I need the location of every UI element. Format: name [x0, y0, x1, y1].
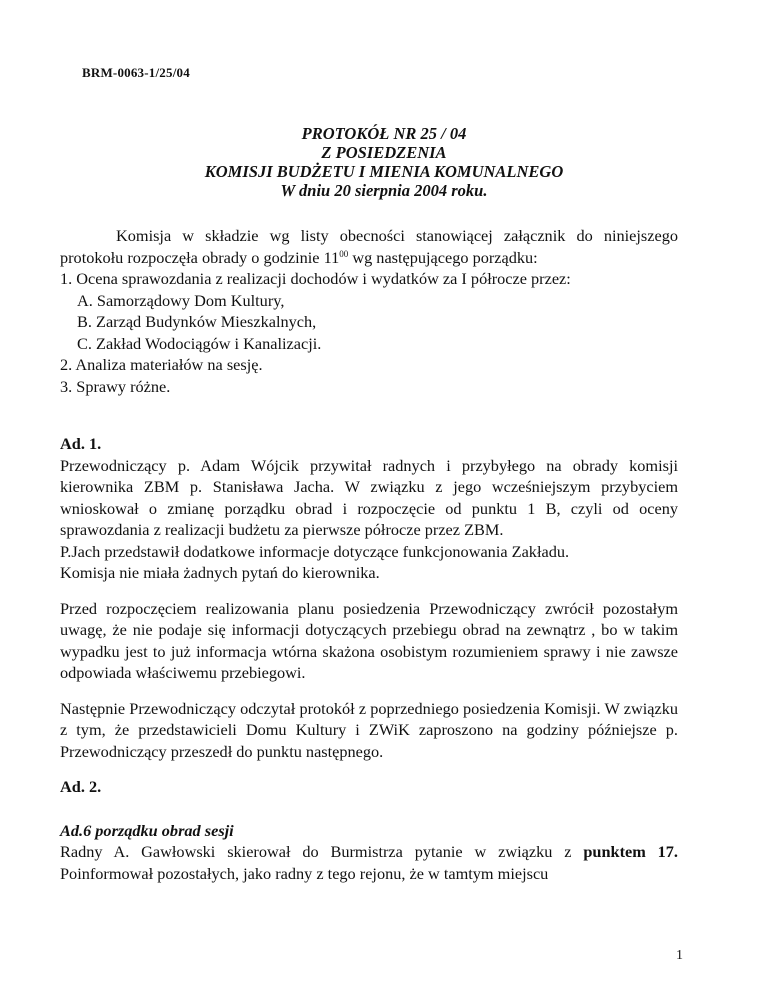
ad1-paragraph-1: Przewodniczący p. Adam Wójcik przywitał radnych i przybyłego na obrady komisji kierownika ZBM p. Stanisława Jacha. W związku z jego wcześniejszym przybyciem wnioskował o zmianę porządku obrad i rozpoczęcie od punktu 1 B, czyli od oceny sprawozdania z realizacji budżetu za pierwsze półrocze przez ZBM. — [60, 455, 678, 539]
ad6-text-a: Radny A. Gawłowski skierował do Burmistrza pytanie w związku z — [60, 842, 584, 861]
page-number: 1 — [676, 948, 683, 963]
intro-text-b: wg następującego porządku: — [348, 247, 538, 267]
document-reference: BRM-0063-1/25/04 — [82, 65, 190, 80]
agenda-list — [60, 268, 678, 397]
ad2-heading: Ad. 2. — [60, 777, 102, 796]
ad6-heading: Ad.6 porządku obrad sesji — [60, 820, 234, 840]
ad1-heading: Ad. 1. — [60, 434, 102, 453]
ad6-paragraph — [60, 841, 678, 884]
ad1-paragraph-4: Przed rozpoczęciem realizowania planu posiedzenia Przewodniczący zwrócił pozostałym uwagę, że nie podaje się informacji dotyczących przebiegu obrad na zewnątrz , bo w takim wypadku jest to już informacja wtórna skażona osobistym rozumieniem sprawy i nie zawsze odpowiada właściwemu przebiegowi. — [60, 598, 678, 682]
ad1-paragraph-3: Komisja nie miała żadnych pytań do kierownika. — [60, 563, 380, 582]
title-line-1: PROTOKÓŁ NR 25 / 04 — [301, 124, 467, 143]
ad6-bold-text: punktem 17. — [583, 842, 678, 861]
agenda-subitem: A. Samorządowy Dom Kultury, — [77, 290, 285, 310]
intro-text-a: Komisja w składzie wg listy obecności stanowiącej załącznik do niniejszego protokołu rozpoczęła obrady o godzinie 11 — [60, 226, 678, 267]
title-line-4: W dniu 20 sierpnia 2004 roku. — [280, 181, 488, 200]
ad1-paragraph-2: P.Jach przedstawił dodatkowe informacje dotyczące funkcjonowania Zakładu. — [60, 541, 570, 561]
title-line-2: Z POSIEDZENIA — [321, 143, 447, 162]
agenda-subitem: C. Zakład Wodociągów i Kanalizacji. — [77, 333, 322, 353]
ad6-text-b: Poinformował pozostałych, jako radny z tego rejonu, że w tamtym miejscu — [60, 863, 549, 883]
agenda-subitem: B. Zarząd Budynków Mieszkalnych, — [77, 312, 317, 331]
agenda-item: 3. Sprawy różne. — [60, 376, 171, 396]
time-superscript: 00 — [339, 248, 349, 259]
agenda-item: 2. Analiza materiałów na sesję. — [60, 355, 263, 374]
document-title — [0, 124, 768, 200]
title-line-3: KOMISJI BUDŻETU I MIENIA KOMUNALNEGO — [204, 162, 564, 181]
agenda-item: 1. Ocena sprawozdania z realizacji dochodów i wydatków za I półrocze przez: — [60, 269, 571, 288]
ad1-paragraph-5: Następnie Przewodniczący odczytał protokół z poprzedniego posiedzenia Komisji. W związku z tym, że przedstawicieli Domu Kultury i ZWiK zaproszono na godziny późniejsze p. Przewodniczący przeszedł do punktu następnego. — [60, 698, 678, 761]
document-body — [60, 225, 678, 884]
intro-paragraph — [60, 225, 678, 268]
